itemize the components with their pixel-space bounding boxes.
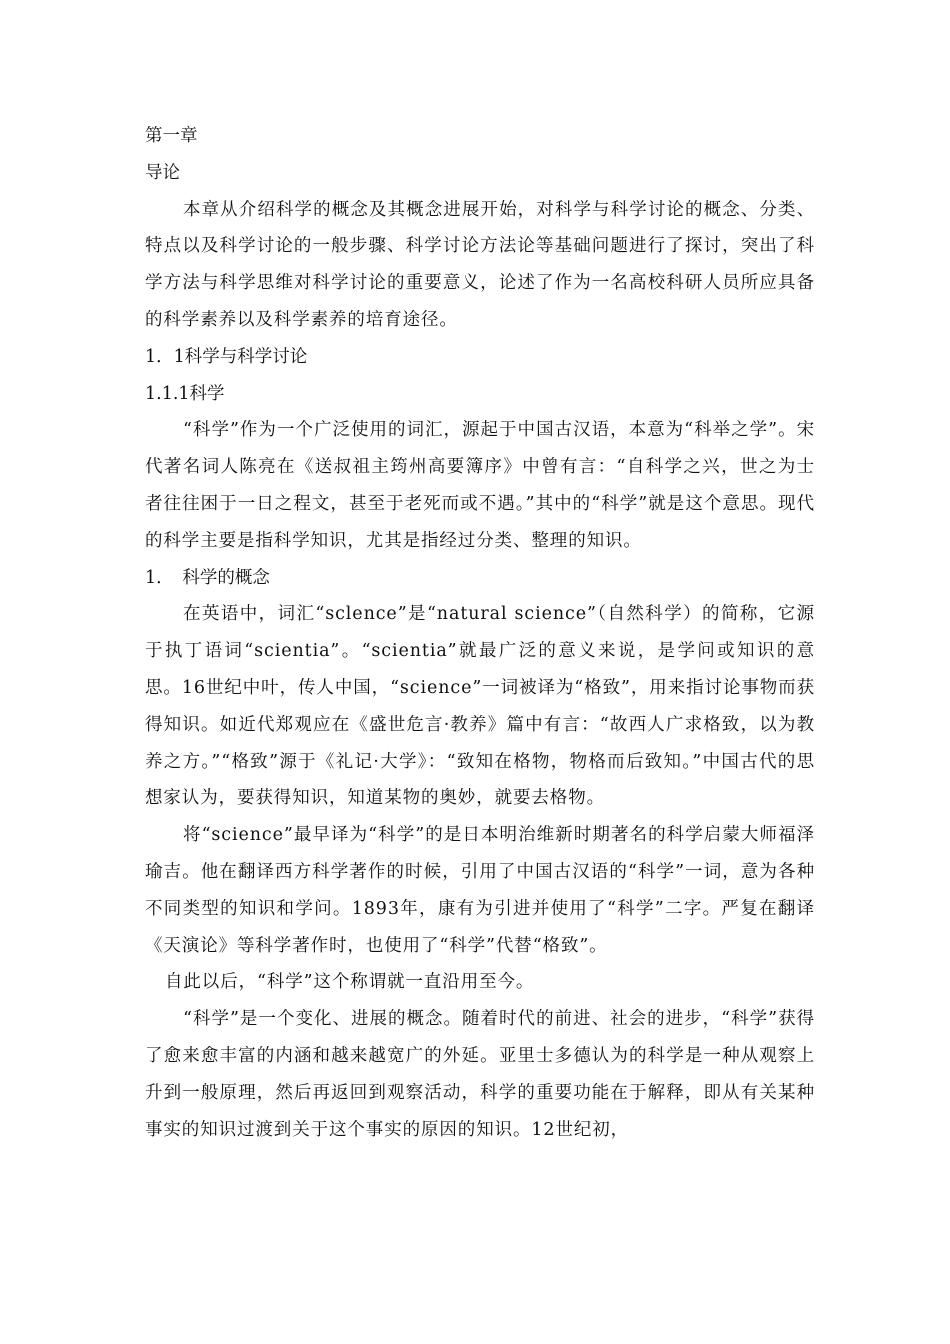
section-heading-1-1-1: 1.1.1科学: [145, 383, 225, 404]
paragraph-science-origin: “科学”作为一个广泛使用的词汇，源起于中国古汉语，本意为“科举之学”。宋代著名词人陈亮在《送叔祖主筠州高要簿序》中曾有言：“自科学之兴，世之为士者往往困于一日之程文，甚至于老死而或不遇。”其中的“科学”就是这个意思。现代的科学主要是指科学知识，尤其是指经过分类、整理的知识。: [145, 420, 815, 551]
paragraph-translation: 将“science”最早译为“科学”的是日本明治维新时期著名的科学启蒙大师福泽瑜吉。他在翻译西方科学著作的时候，引用了中国古汉语的“科学”一词，意为各种不同类型的知识和学问。1893年，康有为引进并使用了“科学”二字。严复在翻译《天演论》等科学著作时，也使用了“科学”代替“格致”。: [145, 825, 815, 956]
section-heading-1-1: 1．1科学与科学讨论: [145, 346, 308, 367]
paragraph-changing-concept: “科学”是一个变化、进展的概念。随着时代的前进、社会的进步，“科学”获得了愈来愈丰富的内涵和越来越宽广的外延。亚里士多德认为的科学是一种从观察上升到一般原理，然后再返回到观察活动，科学的重要功能在于解释，即从有关某种事实的知识过渡到关于这个事实的原因的知识。12世纪初，: [145, 1009, 815, 1140]
document-page: [145, 118, 815, 1148]
chapter-number: 第一章: [145, 126, 198, 146]
paragraph-since-then: 自此以后，“科学”这个称谓就一直沿用至今。: [165, 972, 535, 993]
chapter-title: 导论: [145, 162, 180, 183]
paragraph-english-term: 在英语中，词汇“sclence”是“natural science”（自然科学）的简称，它源于执丁语词“scientia”。“scientia”就最广泛的意义来说，是学问或知识的意思。16世纪中叶，传人中国，“science”一词被译为“格致”，用来指讨论事物而获得知识。如近代郑观应在《盛世危言·教养》篇中有言：“故西人广求格致，以为教养之方。”“格致”源于《礼记·大学》：“致知在格物，物格而后致知。”中国古代的思想家认为，要获得知识，知道某物的奥妙，就要去格物。: [145, 604, 815, 809]
intro-paragraph: 本章从介绍科学的概念及其概念进展开始，对科学与科学讨论的概念、分类、特点以及科学讨论的一般步骤、科学讨论方法论等基础问题进行了探讨，突出了科学方法与科学思维对科学讨论的重要意义，论述了作为一名高校科研人员所应具备的科学素养以及科学素养的培育途径。: [145, 199, 815, 330]
subheading-science-concept: 1． 科学的概念: [145, 567, 270, 588]
